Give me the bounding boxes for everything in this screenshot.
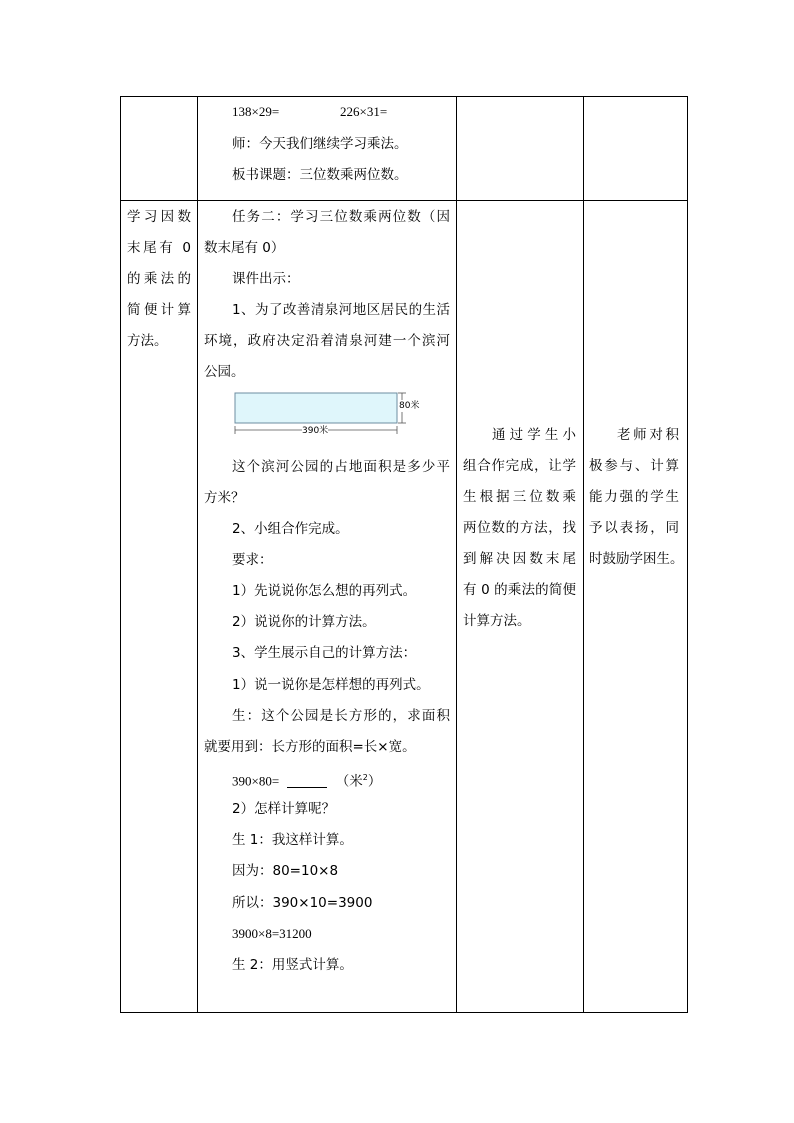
- intent-line-3-wrap: [463, 487, 576, 507]
- col-divider-3: [583, 96, 584, 1013]
- student-line-1: 生：这个公园是长方形的，求面积: [232, 708, 450, 724]
- result-line: 3900×8=31200: [232, 926, 312, 941]
- step-2: 2、小组合作完成。: [232, 521, 349, 537]
- requirement-2: 2）说说你的计算方法。: [232, 614, 376, 630]
- eval-line-2-wrap: [589, 456, 679, 476]
- eval-line-2: 极参与、计算: [589, 458, 679, 474]
- formula-138x29: 138×29=: [232, 104, 280, 119]
- objective-line-1: 学习因数: [127, 209, 191, 225]
- student-1: 生 1：我这样计算。: [232, 832, 353, 848]
- question-line-1: 这个滨河公园的占地面积是多少平: [232, 459, 450, 475]
- intent-line-5: 到解决因数末尾: [463, 551, 576, 567]
- problem-line-1-wrap: [232, 300, 450, 320]
- requirement-1: 1）先说说你怎么想的再列式。: [232, 583, 417, 599]
- intent-line-1: 通过学生小: [492, 427, 576, 443]
- question-line-1-wrap: [232, 457, 450, 477]
- objective-line-3: 的乘法的: [127, 271, 191, 287]
- eval-line-3: 能力强的学生: [589, 489, 679, 505]
- because-line: 因为：80=10×8: [232, 863, 339, 879]
- park-rectangle-figure: [232, 390, 432, 436]
- intent-line-6-wrap: [463, 580, 576, 600]
- task-line-1: 任务二：学习三位数乘两位数（因: [232, 209, 450, 225]
- task-heading: [232, 207, 450, 227]
- objective-cell: [127, 207, 191, 351]
- area-unit: （米: [335, 773, 363, 790]
- intent-line-2: 组合作完成，让学: [463, 458, 576, 474]
- intent-line-5-wrap: [463, 549, 576, 569]
- eval-line-3-wrap: [589, 487, 679, 507]
- so-line: 所以：390×10=3900: [232, 895, 373, 911]
- intent-line-6: 有 0 的乘法的简便: [463, 582, 576, 598]
- table-right-border: [687, 96, 688, 1013]
- area-unit-exponent: 2: [362, 773, 368, 782]
- teacher-line: 师：今天我们继续学习乘法。: [232, 136, 408, 152]
- park-rectangle: [235, 393, 397, 423]
- width-label: 390米: [302, 426, 329, 436]
- student-line-2: 就要用到：长方形的面积=长×宽。: [204, 739, 416, 755]
- lesson-title-line: 板书课题：三位数乘两位数。: [232, 167, 408, 183]
- area-expression: 390×80=: [232, 773, 280, 789]
- question-line-2: 方米？: [204, 490, 245, 506]
- problem-line-2: 环境，政府决定沿着清泉河建一个滨河: [204, 333, 450, 349]
- eval-line-1: 老师对积: [617, 427, 679, 443]
- objective-line-4: 简便计算: [127, 302, 191, 318]
- eval-line-5: 时鼓励学困生。: [589, 551, 684, 567]
- problem-line-3: 公园。: [204, 364, 245, 380]
- step-3-1: 1）说一说你是怎样想的再列式。: [232, 677, 430, 693]
- col-divider-2: [456, 96, 457, 1013]
- courseware-label: 课件出示：: [232, 271, 300, 287]
- height-label: 80米: [399, 401, 420, 411]
- area-formula: [232, 768, 381, 792]
- col-divider-1: [197, 96, 198, 1013]
- intent-line-3: 生根据三位数乘: [463, 489, 576, 505]
- eval-line-1-wrap: [617, 425, 679, 445]
- step-3: 3、学生展示自己的计算方法：: [232, 645, 417, 661]
- requirements-label: 要求：: [232, 552, 273, 568]
- intent-line-2-wrap: [463, 456, 576, 476]
- task-line-2: 数末尾有 0）: [204, 240, 285, 256]
- answer-blank[interactable]: [287, 773, 327, 788]
- student-line-1-wrap: [232, 706, 450, 726]
- student-2: 生 2：用竖式计算。: [232, 957, 353, 973]
- intent-line-7: 计算方法。: [463, 613, 531, 629]
- problem-line-1: 1、为了改善清泉河地区居民的生活: [232, 302, 450, 318]
- formula-226x31: 226×31=: [340, 104, 388, 119]
- area-unit-close: ）: [367, 773, 382, 790]
- step-3-2: 2）怎样计算呢？: [232, 801, 336, 817]
- objective-line-5: 方法。: [127, 333, 168, 349]
- eval-line-4-wrap: [589, 518, 679, 538]
- problem-line-2-wrap: [204, 331, 450, 351]
- table-left-border: [120, 96, 121, 1013]
- objective-line-2: 末尾有 0: [127, 240, 191, 256]
- row-divider: [120, 200, 688, 201]
- intent-line-4-wrap: [463, 518, 576, 538]
- eval-line-4: 予以表扬，同: [589, 520, 679, 536]
- table-bottom-border: [120, 1012, 688, 1013]
- intent-line-1-wrap: [492, 425, 576, 445]
- intent-line-4: 两位数的方法，找: [463, 520, 576, 536]
- table-top-border: [120, 96, 688, 97]
